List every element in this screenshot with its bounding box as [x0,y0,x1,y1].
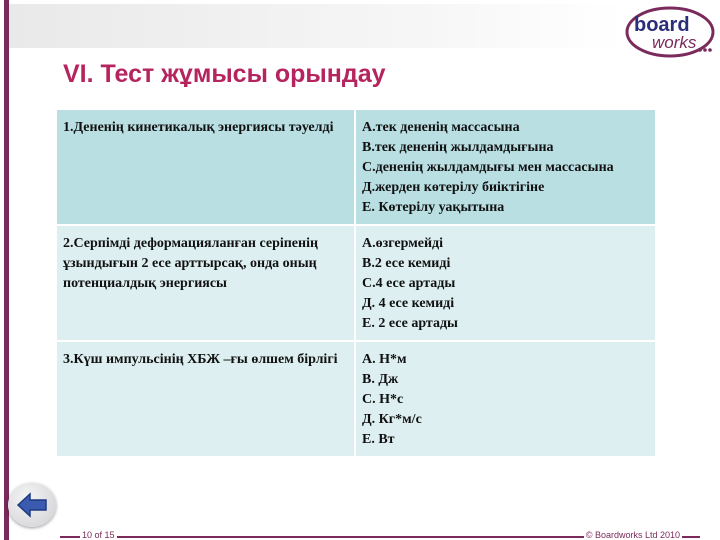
answer-option: С.дененің жылдамдығы мен массасына [362,160,614,175]
header-band [9,4,624,48]
answer-option: Д. Кг*м/с [362,412,422,427]
question-text: 3.Күш импульсінің ХБЖ –ғы өлшем бірлігі [57,341,355,457]
answer-option: Е. 2 есе артады [362,316,458,331]
answer-options [355,225,656,341]
quiz-table [57,110,657,458]
copyright-notice: © Boardworks Ltd 2010 [585,530,680,540]
logo-line2: works [652,33,697,52]
answer-option: С.4 есе артады [362,276,456,291]
answer-option: Е. Көтерілу уақытына [362,200,505,215]
slide-title: VI. Тест жұмысы орындау [63,60,386,88]
page-number: 10 of 15 [82,530,115,540]
left-accent-bar [4,0,9,540]
boardworks-logo [624,4,716,60]
answer-options [355,341,656,457]
question-row [57,341,656,457]
answer-option: Д.жерден көтерілу биіктігіне [362,180,545,195]
answer-option: Е. Вт [362,432,395,447]
question-text: 2.Серпімді деформацияланған серіпенің ұзындығын 2 есе арттырсақ, онда оның потенциалдық энергиясы [57,225,355,341]
question-text: 1.Дененің кинетикалық энергиясы тәуелді [57,110,355,225]
answer-option: А.өзгермейді [362,236,443,251]
answer-option: В.тек дененің жылдамдығына [362,140,554,155]
answer-option: А.тек дененің массасына [362,120,520,135]
answer-option: А. Н*м [362,352,407,367]
answer-option: С. Н*с [362,392,404,407]
answer-option: Д. 4 есе кемиді [362,296,455,311]
answer-options [355,110,656,225]
back-arrow-icon [8,483,56,527]
back-button[interactable] [8,483,56,527]
logo-line1: board [634,14,690,36]
answer-option: В.2 есе кемиді [362,256,451,271]
question-row [57,225,656,341]
answer-option: В. Дж [362,372,399,387]
question-row [57,110,656,225]
